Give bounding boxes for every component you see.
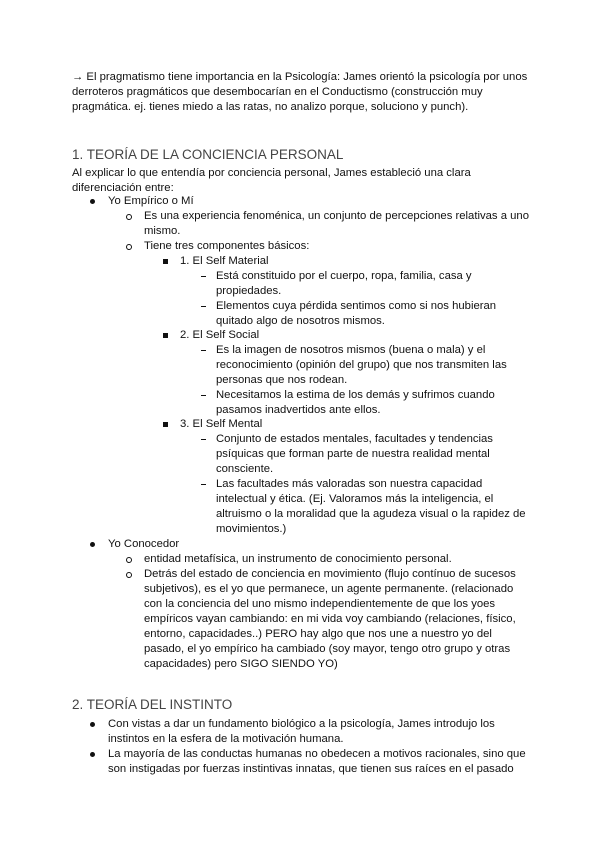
section-intro-line: diferenciación entre: [72,182,174,194]
detail-text: reconocimiento (opinión del grupo) que nos transmiten las [216,359,507,371]
detail-text: Está constituido por el cuerpo, ropa, familia, casa y [216,270,472,282]
detail-text: movimientos.) [216,523,287,535]
bullet-icon [90,722,95,727]
detail-text: Elementos cuya pérdida sentimos como si nos hubieran [216,300,497,312]
square-bullet-icon [163,259,168,264]
list-item-text: instintos en la esfera de la motivación humana. [108,733,344,745]
circle-bullet-icon [126,572,132,578]
list-item-text: Tiene tres componentes básicos: [144,240,310,252]
section-heading: 1. TEORÍA DE LA CONCIENCIA PERSONAL [72,147,344,162]
sublist-label: 1. El Self Material [180,255,269,267]
intro-line: pragmática. ej. tienes miedo a las ratas, no analizo porque, soluciono y punch). [72,101,469,113]
dash-bullet-icon [201,439,206,440]
dash-bullet-icon [201,276,206,277]
list-item-text: Es una experiencia fenoménica, un conjunto de percepciones relativas a uno [144,210,529,222]
circle-bullet-icon [126,557,132,563]
detail-text: Es la imagen de nosotros mismos (buena o mala) y el [216,344,486,356]
detail-text: Las facultades más valoradas son nuestra capacidad [216,478,483,490]
list-item-text: subjetivos), es el yo que permanece, un agente permanente. (relacionado [144,583,514,595]
intro-line: derroteros pragmáticos que desembocarían en el Conductismo (construcción muy [72,86,483,98]
detail-text: personas que nos rodean. [216,374,348,386]
dash-bullet-icon [201,484,206,485]
bullet-icon [90,752,95,757]
dash-bullet-icon [201,350,206,351]
detail-text: Necesitamos la estima de los demás y sufrimos cuando [216,389,495,401]
circle-bullet-icon [126,214,132,220]
list-item-text: capacidades) pero SIGO SIENDO YO) [144,658,338,670]
dash-bullet-icon [201,395,206,396]
detail-text: pasamos inadvertidos ante ellos. [216,404,381,416]
section-heading: 2. TEORÍA DEL INSTINTO [72,697,233,712]
square-bullet-icon [163,333,168,338]
list-item-text: pasado, el yo empírico ha cambiado (soy mayor, tengo otro grupo y otras [144,643,511,655]
list-item-label: Yo Empírico o Mí [108,195,194,207]
list-item-text: Con vistas a dar un fundamento biológico a la psicología, James introdujo los [108,718,495,730]
list-item-text: son instigadas por fuerzas instintivas innatas, que tienen sus raíces en el pasado [108,763,514,775]
detail-text: psíquicas que forman parte de nuestra realidad mental [216,448,490,460]
detail-text: propiedades. [216,285,282,297]
detail-text: quitado algo de nosotros mismos. [216,315,385,327]
list-item-text: con la conciencia del uno mismo independientemente de que los yoes [144,598,496,610]
section-intro-line: Al explicar lo que entendía por conciencia personal, James estableció una clara [72,167,471,179]
sublist-label: 2. El Self Social [180,329,260,341]
detail-text: altruismo o la moralidad que la agudeza visual o la rapidez de [216,508,526,520]
detail-text: intelectual y ética. (Ej. Valoramos más la inteligencia, el [216,493,494,505]
list-item-text: entidad metafísica, un instrumento de conocimiento personal. [144,553,452,565]
detail-text: consciente. [216,463,274,475]
intro-line: → El pragmatismo tiene importancia en la Psicología: James orientó la psicología por unos [72,71,528,83]
sublist-label: 3. El Self Mental [180,418,263,430]
bullet-icon [90,199,95,204]
dash-bullet-icon [201,306,206,307]
detail-text: Conjunto de estados mentales, facultades y tendencias [216,433,493,445]
list-item-text: mismo. [144,225,181,237]
circle-bullet-icon [126,244,132,250]
list-item-text: entorno, capacidades..) PERO hay algo que nos une a nuestro yo del [144,628,492,640]
list-item-text: Detrás del estado de conciencia en movimiento (flujo contínuo de sucesos [144,568,516,580]
list-item-text: La mayoría de las conductas humanas no obedecen a motivos racionales, sino que [108,748,526,760]
square-bullet-icon [163,422,168,427]
list-item-text: empíricos vayan cambiando: en mi vida voy cambiando (relaciones, físico, [144,613,516,625]
list-item-label: Yo Conocedor [108,538,180,550]
bullet-icon [90,542,95,547]
